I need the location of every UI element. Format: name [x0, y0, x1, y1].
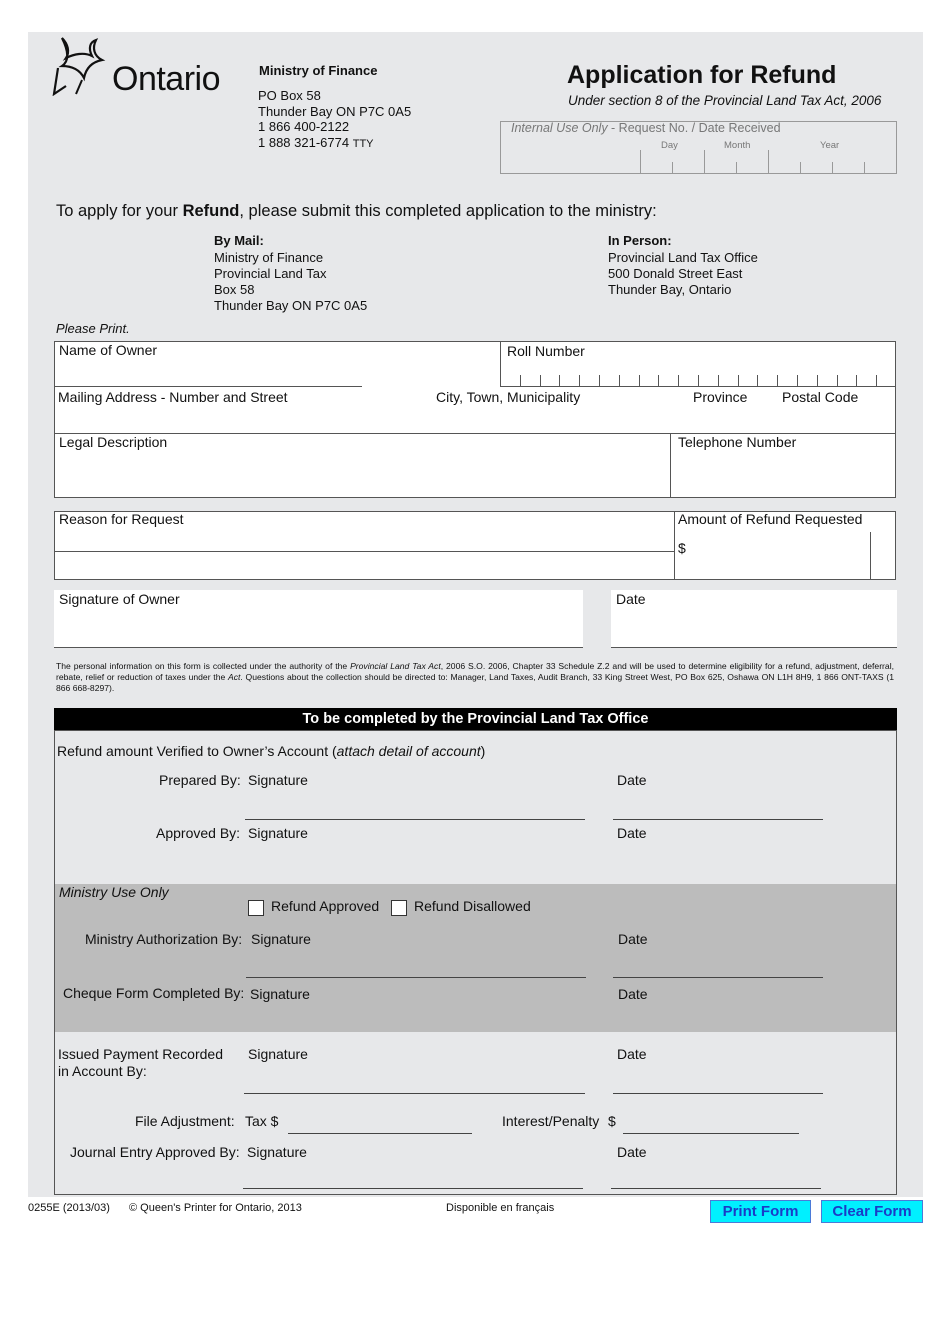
- in-person-line: 500 Donald Street East: [608, 266, 743, 281]
- ministry-use-only-label: Ministry Use Only: [59, 884, 169, 900]
- verified-text: [57, 743, 485, 759]
- city-input[interactable]: [436, 407, 686, 431]
- postal-code-input[interactable]: [782, 407, 892, 431]
- mailing-address-input[interactable]: [58, 407, 428, 431]
- address-line: Thunder Bay ON P7C 0A5: [258, 103, 412, 119]
- in-person-block: [608, 233, 758, 298]
- verified-suffix: ): [480, 743, 486, 759]
- please-print-note: Please Print.: [56, 321, 130, 336]
- instruction-suffix: , please submit this completed application to the ministry:: [239, 202, 657, 220]
- form-subtitle: Under section 8 of the Provincial Land Tax Act, 2006: [568, 93, 882, 108]
- issued-payment-line: in Account By:: [58, 1063, 147, 1079]
- cheque-date-label: Date: [618, 986, 648, 1002]
- authorization-date-label: Date: [618, 931, 648, 947]
- by-mail-heading: By Mail:: [214, 233, 264, 248]
- refund-disallowed-checkbox[interactable]: [391, 900, 407, 916]
- file-adjustment-label: File Adjustment:: [135, 1113, 235, 1129]
- date-divider: [768, 150, 769, 174]
- instruction-text: [56, 202, 657, 221]
- prepared-signature-line[interactable]: [245, 819, 585, 820]
- date-tick: [832, 162, 833, 174]
- print-form-button[interactable]: Print Form: [710, 1200, 811, 1223]
- journal-entry-label: Journal Entry Approved By:: [70, 1144, 240, 1160]
- name-of-owner-input[interactable]: [58, 360, 496, 384]
- by-mail-block: [214, 233, 367, 314]
- form-title: Application for Refund: [567, 61, 837, 89]
- internal-use-rest: - Request No. / Date Received: [607, 121, 781, 135]
- interest-dollar-sign: $: [608, 1113, 616, 1129]
- roll-number-tick: [837, 375, 838, 386]
- issued-signature-line[interactable]: [244, 1093, 585, 1094]
- journal-date-label: Date: [617, 1144, 647, 1160]
- date-tick: [736, 162, 737, 174]
- in-person-line: Thunder Bay, Ontario: [608, 282, 732, 297]
- approved-by-label: Approved By:: [156, 825, 241, 841]
- authorization-signature-label: Signature: [251, 931, 311, 947]
- roll-number-tick: [678, 375, 679, 386]
- reason-label: Reason for Request: [59, 511, 184, 527]
- date-tick: [864, 162, 865, 174]
- owner-date-label: Date: [616, 591, 646, 607]
- ministry-name: Ministry of Finance: [259, 63, 378, 78]
- privacy-act-short: Act: [228, 672, 241, 682]
- roll-number-tick: [579, 375, 580, 386]
- copyright-notice: © Queen's Printer for Ontario, 2013: [129, 1202, 302, 1214]
- prepared-by-label: Prepared By:: [159, 772, 241, 788]
- telephone-input[interactable]: [676, 452, 890, 492]
- address-line: PO Box 58: [258, 88, 321, 103]
- province-label: Province: [693, 389, 748, 405]
- issued-signature-label: Signature: [248, 1046, 308, 1062]
- approved-signature-label: Signature: [248, 825, 308, 841]
- roll-number-tick: [658, 375, 659, 386]
- office-section-heading: To be completed by the Provincial Land Tax Office: [54, 708, 897, 730]
- roll-number-tick: [817, 375, 818, 386]
- reason-input-line2[interactable]: [58, 554, 670, 576]
- in-person-heading: In Person:: [608, 233, 672, 248]
- tty-label: TTY: [352, 137, 374, 150]
- date-tick: [800, 162, 801, 174]
- ministry-authorization-label: Ministry Authorization By:: [85, 931, 243, 947]
- journal-signature-label: Signature: [247, 1144, 307, 1160]
- year-label: Year: [820, 140, 840, 151]
- instruction-prefix: To apply for your: [56, 202, 183, 220]
- french-availability: Disponible en français: [446, 1202, 555, 1214]
- signature-of-owner-input[interactable]: [58, 612, 578, 642]
- tty-line: [258, 135, 411, 153]
- internal-use-italic: Internal Use Only: [511, 121, 608, 135]
- roll-number-tick: [777, 375, 778, 386]
- month-label: Month: [724, 140, 751, 151]
- mail-line: Box 58: [214, 282, 255, 297]
- date-divider: [640, 150, 641, 174]
- clear-form-button[interactable]: Clear Form: [821, 1200, 923, 1223]
- reason-divider: [54, 551, 674, 552]
- internal-use-label: [511, 121, 781, 135]
- amount-divider: [674, 511, 675, 580]
- legal-description-input[interactable]: [58, 452, 664, 494]
- authorization-date-line[interactable]: [613, 977, 823, 978]
- city-label: City, Town, Municipality: [436, 389, 581, 405]
- journal-date-line[interactable]: [611, 1188, 821, 1189]
- roll-number-tick: [540, 375, 541, 386]
- legal-description-label: Legal Description: [59, 434, 168, 450]
- ministry-address: [258, 88, 411, 152]
- verified-prefix: Refund amount Verified to Owner’s Account (: [57, 743, 337, 759]
- roll-number-tick: [520, 375, 521, 386]
- roll-number-tick: [639, 375, 640, 386]
- column-divider: [670, 433, 671, 498]
- amount-dollar-sign: $: [678, 540, 686, 556]
- mail-line: Thunder Bay ON P7C 0A5: [214, 298, 368, 313]
- amount-requested-input[interactable]: [690, 536, 866, 560]
- roll-number-ticks: [500, 375, 896, 386]
- journal-signature-line[interactable]: [243, 1188, 583, 1189]
- roll-number-tick: [876, 375, 877, 386]
- refund-approved-checkbox[interactable]: [248, 900, 264, 916]
- privacy-text: , 2006 S.O. 2006, Chapter 33 Schedule Z.2 and will be used to determine eligibility for a refund, adjustment, deferral, rebate, relief or reduction of taxes under the: [56, 661, 894, 682]
- roll-number-tick: [698, 375, 699, 386]
- prepared-date-label: Date: [617, 772, 647, 788]
- tax-amount-line[interactable]: [288, 1133, 472, 1134]
- ontario-logo-text: Ontario: [112, 60, 220, 98]
- date-divider: [704, 150, 705, 174]
- prepared-signature-label: Signature: [248, 772, 308, 788]
- row-divider: [54, 386, 362, 387]
- day-label: Day: [661, 140, 678, 151]
- roll-number-tick: [738, 375, 739, 386]
- tax-label: Tax $: [245, 1113, 279, 1129]
- amount-requested-label: Amount of Refund Requested: [678, 511, 863, 527]
- approved-date-label: Date: [617, 825, 647, 841]
- refund-disallowed-label: Refund Disallowed: [414, 898, 531, 914]
- instruction-bold: Refund: [182, 202, 240, 220]
- amount-inner-divider: [870, 532, 871, 580]
- signature-of-owner-label: Signature of Owner: [59, 591, 180, 607]
- address-line: 1 866 400-2122: [258, 119, 350, 134]
- roll-number-tick: [757, 375, 758, 386]
- roll-number-input[interactable]: [504, 360, 892, 374]
- date-tick: [672, 162, 673, 174]
- mail-line: Provincial Land Tax: [214, 266, 327, 281]
- interest-amount-line[interactable]: [623, 1133, 799, 1134]
- privacy-act-name: Provincial Land Tax Act: [350, 661, 441, 671]
- postal-code-label: Postal Code: [782, 389, 859, 405]
- refund-approved-label: Refund Approved: [271, 898, 380, 914]
- issued-payment-label: [58, 1046, 223, 1080]
- roll-number-tick: [718, 375, 719, 386]
- prepared-date-line[interactable]: [613, 819, 823, 820]
- row-divider: [500, 386, 896, 387]
- privacy-notice: [56, 661, 894, 694]
- owner-date-input[interactable]: [615, 612, 891, 642]
- privacy-text: The personal information on this form is collected under the authority of the: [56, 661, 351, 671]
- reason-input-line1[interactable]: [58, 529, 670, 549]
- roll-number-tick: [619, 375, 620, 386]
- roll-number-tick: [559, 375, 560, 386]
- province-input[interactable]: [692, 407, 776, 431]
- telephone-label: Telephone Number: [678, 434, 797, 450]
- privacy-text: . Questions about the collection should be directed to: Manager, Land Taxes, Audit Branch, 33 King Street West, PO Box 625, Oshawa ON L1H 8H9, 1 866 ONT-TAXS (1 866 668-8297).: [56, 672, 894, 693]
- trillium-logo-icon: [52, 34, 116, 96]
- interest-penalty-label: Interest/Penalty: [502, 1113, 600, 1129]
- name-of-owner-label: Name of Owner: [59, 342, 158, 358]
- mail-line: Ministry of Finance: [214, 250, 324, 265]
- roll-number-tick: [856, 375, 857, 386]
- issued-payment-line: Issued Payment Recorded: [58, 1046, 223, 1062]
- issued-date-label: Date: [617, 1046, 647, 1062]
- in-person-line: Provincial Land Tax Office: [608, 250, 758, 265]
- cheque-form-label: Cheque Form Completed By:: [63, 985, 245, 1001]
- tty-number: 1 888 321-6774: [258, 134, 350, 150]
- roll-number-tick: [797, 375, 798, 386]
- issued-date-line[interactable]: [613, 1093, 823, 1094]
- mailing-address-label: Mailing Address - Number and Street: [58, 389, 288, 405]
- form-code: 0255E (2013/03): [28, 1202, 110, 1214]
- cheque-signature-label: Signature: [250, 986, 310, 1002]
- verified-italic: attach detail of account: [336, 743, 481, 759]
- roll-number-label: Roll Number: [507, 343, 585, 359]
- authorization-signature-line[interactable]: [246, 977, 586, 978]
- roll-number-tick: [599, 375, 600, 386]
